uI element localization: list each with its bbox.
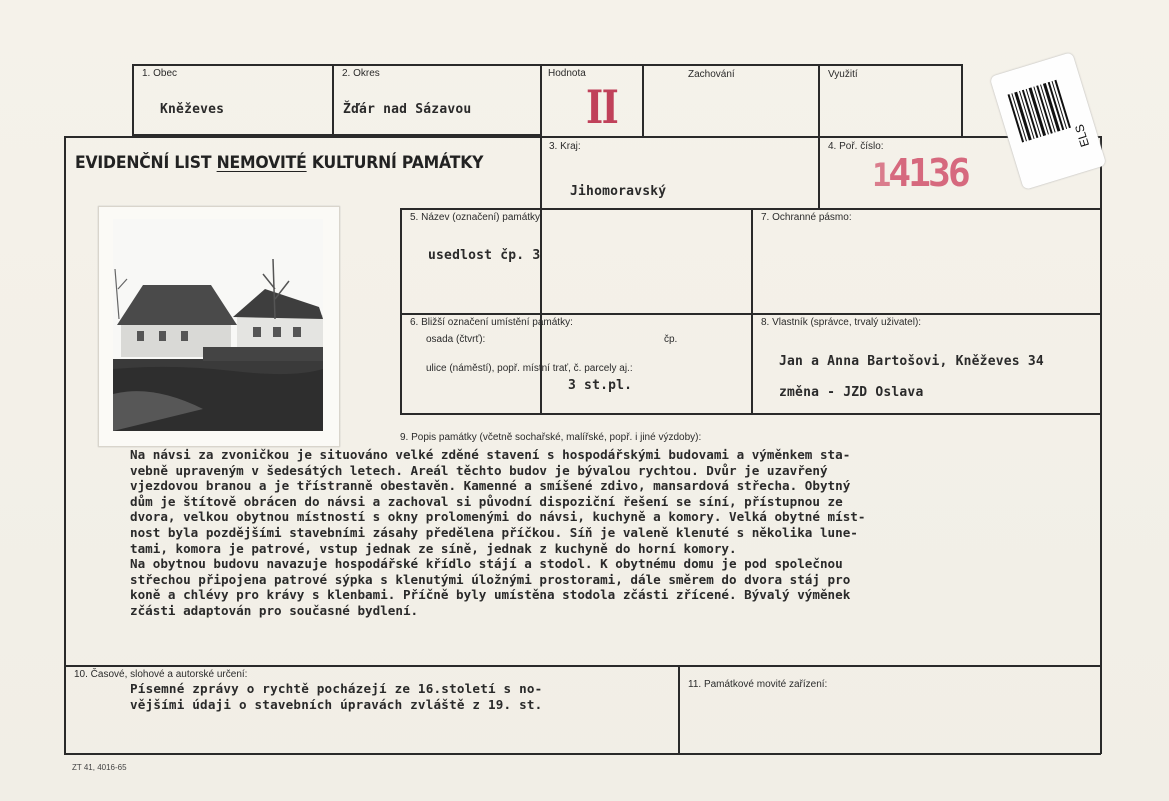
border-line xyxy=(400,208,402,414)
barcode-icon xyxy=(990,52,1107,190)
ochranne-label: 7. Ochranné pásmo: xyxy=(761,212,852,223)
popis-line: nost byla pozdějšími stavebními zásahy předělena příčkou. Síň je valeně klenuté s několika lune- xyxy=(130,524,858,540)
popis-line: dvora, velkou obytnou místností s okny prolomenými do návsi, kuchyně a komory. Velká obytné míst- xyxy=(130,509,866,525)
osada-label: osada (čtvrť): xyxy=(426,334,486,345)
farmhouse-photo-icon xyxy=(113,219,323,431)
umisteni-label: 6. Bližší označení umístění památky: xyxy=(410,317,573,328)
border-line xyxy=(64,136,66,754)
border-line xyxy=(961,64,963,136)
border-line xyxy=(751,208,753,414)
casove-line2: vějšími údaji o stavebních úpravách zvláště z 19. st. xyxy=(130,697,543,712)
title-part: KULTURNÍ PAMÁTKY xyxy=(306,153,484,173)
border-line xyxy=(400,313,1100,315)
popis-line: koně a chlévy pro krávy s klenbami. Příčně byly umístěna stodola zčásti zřícené. Bývalý výměnek xyxy=(130,587,851,603)
popis-line: vjezdovou branou a je třístranně obestavěn. Kamenné a smíšené zdivo, mansardová střecha. Obytný xyxy=(130,478,851,494)
hodnota-value: II xyxy=(586,80,618,134)
parcela-value: 3 st.pl. xyxy=(568,378,633,393)
kraj-value: Jihomoravský xyxy=(570,184,667,199)
popis-label: 9. Popis památky (včetně sochařské, malířské, popř. i jiné výzdoby): xyxy=(400,432,702,443)
casove-line1: Písemné zprávy o rychtě pocházejí ze 16.století s no- xyxy=(130,681,543,696)
border-line xyxy=(400,413,1100,415)
movite-label: 11. Památkové movité zařízení: xyxy=(688,679,828,690)
border-line xyxy=(132,64,962,66)
border-line xyxy=(400,208,1100,210)
title-part: EVIDENČNÍ LIST xyxy=(75,153,217,173)
border-line xyxy=(1100,136,1102,754)
title-underlined: NEMOVITÉ xyxy=(216,153,307,173)
popis-text xyxy=(130,447,1080,619)
ulice-label: ulice (náměstí), popř. místní trať, č. parcely aj.: xyxy=(426,363,633,374)
popis-line: Na návsi za zvoničkou je situováno velké zděné stavení s hospodářskými budovami a výměnkem sta- xyxy=(130,447,851,462)
zachovani-label: Zachování xyxy=(688,69,735,80)
border-line xyxy=(642,64,644,136)
popis-line: dům je štítově obrácen do návsi a zachoval si původní dispoziční řešení se síní, přístupnou ze xyxy=(130,493,843,509)
monument-photo xyxy=(98,206,340,447)
okres-value: Žďár nad Sázavou xyxy=(343,102,472,117)
obec-label: 1. Obec xyxy=(142,68,178,79)
popis-line: střechou připojena patrové sýpka s klenutými úložnými prostorami, dále směrem do dvora stáj pro xyxy=(130,571,851,587)
okres-label: 2. Okres xyxy=(342,68,380,79)
kraj-label: 3. Kraj: xyxy=(549,141,581,152)
document-title xyxy=(75,153,483,173)
popis-line: tami, komora je patrové, vstup jednak ze síně, jednak z kuchyně do horní komory. xyxy=(130,540,737,556)
vlastnik-line2: změna - JZD Oslava xyxy=(779,385,924,400)
vlastnik-label: 8. Vlastník (správce, trvalý uživatel): xyxy=(761,317,922,328)
border-line xyxy=(332,64,334,135)
border-line xyxy=(64,753,1101,755)
barcode-sticker xyxy=(990,52,1107,190)
popis-line: vebně upraveným v šedesátých letech. Areál těchto budov je bývalou rychtou. Dvůr je uzavřený xyxy=(130,462,828,478)
form-code: ZT 41, 4016-65 xyxy=(72,763,127,772)
cp-label: čp. xyxy=(664,334,678,345)
casove-label: 10. Časové, slohové a autorské určení: xyxy=(74,669,248,680)
nazev-label: 5. Název (označení) památky: xyxy=(410,212,543,223)
vyuziti-label: Využití xyxy=(828,69,858,80)
barcode-text: ELS xyxy=(1072,122,1093,149)
por-cislo-number: 4136 xyxy=(888,151,968,195)
vlastnik-line1: Jan a Anna Bartošovi, Kněževes 34 xyxy=(779,354,1044,369)
por-cislo-prefix: 1 xyxy=(872,156,889,194)
nazev-value: usedlost čp. 3 xyxy=(428,248,541,263)
por-cislo-label: 4. Poř. číslo: xyxy=(828,141,884,152)
hodnota-label: Hodnota xyxy=(548,68,586,79)
border-line xyxy=(64,665,1101,667)
obec-value: Kněževes xyxy=(160,102,225,117)
por-cislo-value xyxy=(872,151,968,195)
border-line xyxy=(132,64,134,135)
popis-line: Na obytnou budovu navazuje hospodářské křídlo stájí a stodol. K obytnému domu je pod společnou xyxy=(130,556,843,572)
popis-line: zčásti adaptován pro současné bydlení. xyxy=(130,602,419,618)
border-line xyxy=(678,665,680,754)
border-line xyxy=(64,136,1101,138)
border-line xyxy=(540,64,542,413)
